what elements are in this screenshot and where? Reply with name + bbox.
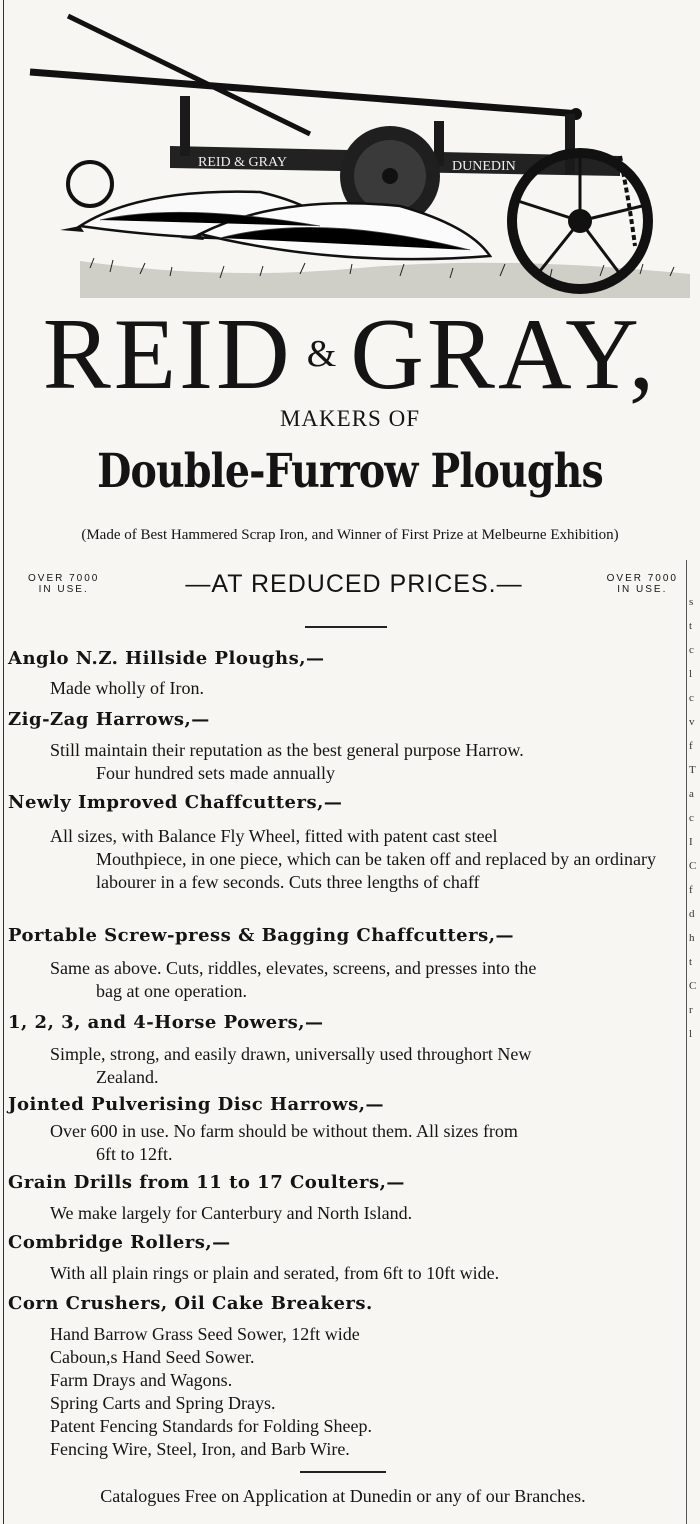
item-desc-line: We make largely for Canterbury and North Island. xyxy=(50,1203,413,1223)
item-desc-cont: bag at one operation. xyxy=(96,981,247,1001)
headline: Double-Furrow Ploughs xyxy=(97,444,603,499)
over-7000-left xyxy=(28,573,99,595)
item-desc-line: Still maintain their reputation as the best general purpose Harrow. xyxy=(50,740,524,760)
margin-letter: t xyxy=(689,620,693,632)
margin-letter: l xyxy=(689,1028,693,1040)
misc-item: Farm Drays and Wagons. xyxy=(50,1370,233,1390)
item-desc-line: Over 600 in use. No farm should be without them. All sizes from xyxy=(50,1121,518,1141)
item-heading: Newly Improved Chaffcutters,— xyxy=(8,792,343,813)
item-desc-cont: Four hundred sets made annually xyxy=(96,763,335,783)
item-heading: Portable Screw-press & Bagging Chaffcutters,— xyxy=(8,925,514,946)
brand-ampersand: & xyxy=(306,333,337,375)
in-use-label: IN USE. xyxy=(38,584,89,595)
margin-letter: C xyxy=(689,980,697,992)
item-desc-cont: Mouthpiece, in one piece, which can be taken off and replaced by an ordinary labourer in a few seconds. Cuts three lengths of chaff xyxy=(96,849,656,892)
item-heading: 1, 2, 3, and 4-Horse Powers,— xyxy=(8,1012,324,1033)
item-description xyxy=(50,739,686,785)
prices-line xyxy=(28,570,678,610)
margin-letter: c xyxy=(689,692,694,704)
misc-item: Fencing Wire, Steel, Iron, and Barb Wire. xyxy=(50,1439,350,1459)
in-use-label: IN USE. xyxy=(617,584,668,595)
item-description xyxy=(50,825,686,894)
column-rule-left xyxy=(3,0,4,1524)
margin-letter: I xyxy=(689,836,693,848)
misc-item: Patent Fencing Standards for Folding Sheep. xyxy=(50,1416,372,1436)
subline: (Made of Best Hammered Scrap Iron, and Winner of First Prize at Melbeurne Exhibition) xyxy=(81,527,619,543)
item-description xyxy=(50,1043,686,1089)
item-heading: Jointed Pulverising Disc Harrows,— xyxy=(8,1094,385,1115)
item-heading: Grain Drills from 11 to 17 Coulters,— xyxy=(8,1172,405,1193)
item-desc-line: Made wholly of Iron. xyxy=(50,678,204,698)
margin-letter: T xyxy=(689,764,696,776)
plough-lettering-right: DUNEDIN xyxy=(452,159,516,174)
brand-name xyxy=(0,298,700,411)
misc-item: Spring Carts and Spring Drays. xyxy=(50,1393,276,1413)
margin-letter: f xyxy=(689,740,693,752)
item-desc-line: All sizes, with Balance Fly Wheel, fitted with patent cast steel xyxy=(50,826,498,846)
adjacent-column-fragments xyxy=(689,590,700,1046)
plough-illustration xyxy=(20,6,695,304)
footer-catalogues: Catalogues Free on Application at Dunedin or any of our Branches. xyxy=(100,1486,586,1506)
item-description xyxy=(50,677,686,700)
margin-letter: d xyxy=(689,908,695,920)
item-description xyxy=(50,957,686,1003)
makers-of: MAKERS OF xyxy=(279,406,420,431)
item-description xyxy=(50,1202,686,1225)
misc-products xyxy=(50,1323,670,1461)
divider-bottom xyxy=(300,1471,386,1473)
over-label: OVER 7000 xyxy=(28,573,100,584)
item-desc-line: Same as above. Cuts, riddles, elevates, screens, and presses into the xyxy=(50,958,537,978)
margin-letter: t xyxy=(689,956,693,968)
margin-letter: a xyxy=(689,788,694,800)
brand-reid: REID xyxy=(42,298,293,411)
margin-letter: h xyxy=(689,932,695,944)
misc-item: Hand Barrow Grass Seed Sower, 12ft wide xyxy=(50,1324,360,1344)
over-label: OVER 7000 xyxy=(606,573,678,584)
item-heading: Corn Crushers, Oil Cake Breakers. xyxy=(8,1293,373,1314)
item-desc-cont: 6ft to 12ft. xyxy=(96,1144,173,1164)
item-desc-line: With all plain rings or plain and serated, from 6ft to 10ft wide. xyxy=(50,1263,500,1283)
plough-lettering-left: REID & GRAY xyxy=(198,155,287,170)
margin-letter: C xyxy=(689,860,697,872)
column-rule-right xyxy=(686,560,687,1524)
margin-letter: f xyxy=(689,884,693,896)
margin-letter: r xyxy=(689,1004,693,1016)
over-7000-right xyxy=(607,573,678,595)
reduced-prices: —AT REDUCED PRICES.— xyxy=(185,570,523,598)
item-desc-line: Simple, strong, and easily drawn, universally used throughort New xyxy=(50,1044,532,1064)
item-desc-cont: Zealand. xyxy=(96,1067,159,1087)
margin-letter: s xyxy=(689,596,694,608)
misc-item: Caboun,s Hand Seed Sower. xyxy=(50,1347,255,1367)
divider-top xyxy=(305,626,387,628)
item-heading: Zig-Zag Harrows,— xyxy=(8,709,210,730)
margin-letter: c xyxy=(689,812,694,824)
brand-gray: GRAY, xyxy=(350,298,658,411)
margin-letter: c xyxy=(689,644,694,656)
item-description xyxy=(50,1262,686,1285)
item-heading: Combridge Rollers,— xyxy=(8,1232,231,1253)
margin-letter: v xyxy=(689,716,695,728)
margin-letter: l xyxy=(689,668,693,680)
item-description xyxy=(50,1120,686,1166)
item-heading: Anglo N.Z. Hillside Ploughs,— xyxy=(8,648,325,669)
